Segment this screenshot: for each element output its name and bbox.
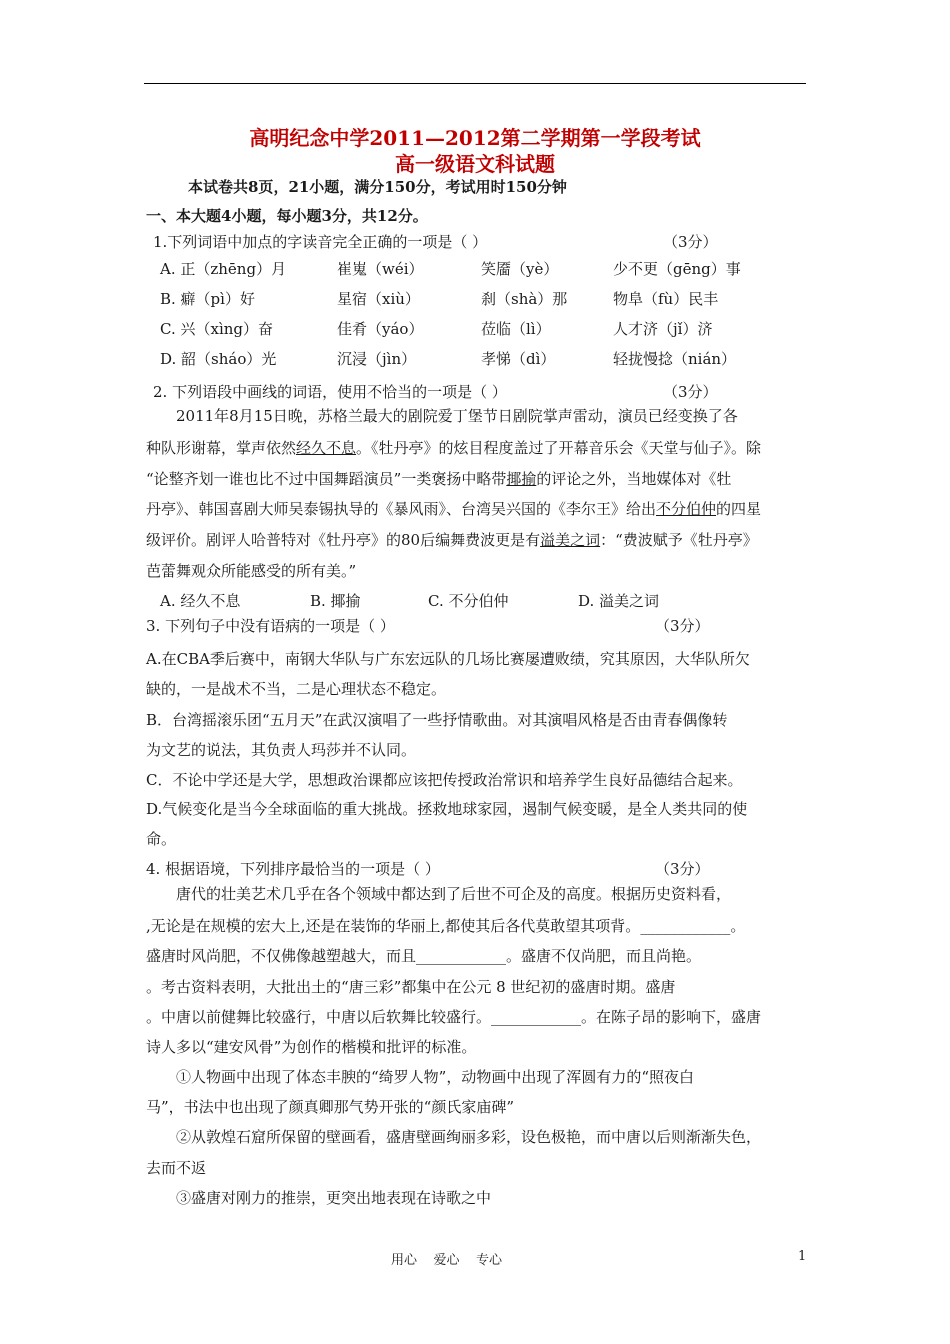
q3-stem: 3. 下列句子中没有语病的一项是（ ） bbox=[146, 617, 395, 635]
q2-passage-line: 2011年8月15日晚，苏格兰最大的剧院爱丁堡节日剧院掌声雷动，演员已经变换了各 bbox=[176, 407, 738, 425]
q2-stem: 2. 下列语段中画线的词语，使用不恰当的一项是（ ） bbox=[153, 383, 507, 401]
q1-opt-c3: 莅临（lì） bbox=[481, 320, 551, 338]
q4-item-line: ②从敦煌石窟所保留的壁画看，盛唐壁画绚丽多彩，设色极艳，而中唐以后则渐渐失色， bbox=[176, 1128, 762, 1146]
q1-opt-b2: 星宿（xiù） bbox=[337, 290, 420, 308]
q1-opt-b4: 物阜（fù）民丰 bbox=[613, 290, 719, 308]
q4-passage-line: 诗人多以“建安风骨”为创作的楷模和批评的标准。 bbox=[146, 1038, 477, 1056]
q1-opt-a4: 少不更（gēng）事 bbox=[613, 260, 741, 278]
q4-passage-line: ,无论是在规模的宏大上,还是在装饰的华丽上,都使其后各代莫敢望其项背。____________。 bbox=[146, 917, 746, 935]
q2-opt-a: A. 经久不息 bbox=[160, 592, 241, 610]
blank: ____________ bbox=[416, 947, 507, 965]
q4-item-line: ①人物画中出现了体态丰腴的“绮罗人物”，动物画中出现了浑圆有力的“照夜白 bbox=[176, 1068, 695, 1086]
blank: ____________ bbox=[640, 917, 731, 935]
q1-opt-a3: 笑靥（yè） bbox=[481, 260, 559, 278]
q4-passage-line: 。考古资料表明，大批出土的“唐三彩”都集中在公元 8 世纪初的盛唐时期。盛唐 bbox=[146, 978, 676, 996]
exam-title: 高明纪念中学2011—2012第二学期第一学段考试 bbox=[249, 126, 701, 150]
q4-score: （3分） bbox=[655, 860, 710, 878]
page-number: 1 bbox=[798, 1249, 807, 1264]
q1-opt-a2: 崔嵬（wéi） bbox=[337, 260, 424, 278]
q4-item-line: ③盛唐对刚力的推崇，更突出地表现在诗歌之中 bbox=[176, 1189, 492, 1207]
q2-opt-d: D. 溢美之词 bbox=[578, 592, 660, 610]
q3-option-line: 命。 bbox=[146, 830, 177, 848]
q1-stem: 1.下列词语中加点的字读音完全正确的一项是（ ） bbox=[153, 233, 488, 251]
q3-score: （3分） bbox=[655, 617, 710, 635]
q2-opt-b: B. 揶揄 bbox=[310, 592, 361, 610]
q2-opt-c: C. 不分伯仲 bbox=[428, 592, 509, 610]
q3-option-line: C．不论中学还是大学，思想政治课都应该把传授政治常识和培养学生良好品德结合起来。 bbox=[146, 771, 743, 789]
footer-motto: 用心 爱心 专心 bbox=[391, 1253, 503, 1268]
blank: ____________ bbox=[491, 1008, 582, 1026]
underlined-term: 经久不息 bbox=[296, 439, 357, 457]
q4-passage-line: 盛唐时风尚肥，不仅佛像越塑越大，而且____________。盛唐不仅尚肥，而且尚艳。 bbox=[146, 947, 702, 965]
q4-item-line: 马”，书法中也出现了颜真卿那气势开张的“颜氏家庙碑” bbox=[146, 1098, 515, 1116]
q1-score: （3分） bbox=[663, 233, 718, 251]
underlined-term: 揶揄 bbox=[506, 470, 537, 488]
q1-opt-c4: 人才济（jǐ）济 bbox=[613, 320, 713, 338]
section-heading: 一、本大题4小题，每小题3分，共12分。 bbox=[146, 207, 428, 225]
q2-passage-line: 芭蕾舞观众所能感受的所有美。” bbox=[146, 562, 357, 580]
q4-item-line: 去而不返 bbox=[146, 1159, 207, 1177]
q1-opt-c2: 佳肴（yáo） bbox=[337, 320, 424, 338]
header-rule bbox=[144, 83, 806, 84]
underlined-term: 溢美之词 bbox=[540, 531, 601, 549]
q2-passage-line: 种队形谢幕，掌声依然经久不息。《牡丹亭》的炫目程度盖过了开幕音乐会《天堂与仙子》。除 bbox=[146, 439, 762, 457]
q2-passage-line: 级评价。剧评人哈普特对《牡丹亭》的80后编舞费波更是有溢美之词：“费波赋予《牡丹亭》 bbox=[146, 531, 758, 549]
q2-passage-line: 丹亭》、韩国喜剧大师吴泰锡执导的《暴风雨》、台湾吴兴国的《李尔王》给出不分伯仲的四星 bbox=[146, 500, 762, 518]
q3-option-line: B．台湾摇滚乐团“五月天”在武汉演唱了一些抒情歌曲。对其演唱风格是否由青春偶像转 bbox=[146, 711, 728, 729]
q1-opt-c1: C. 兴（xìng）奋 bbox=[160, 320, 273, 338]
q4-stem: 4. 根据语境，下列排序最恰当的一项是（ ） bbox=[146, 860, 440, 878]
exam-info: 本试卷共8页，21小题，满分150分，考试用时150分钟 bbox=[188, 178, 567, 196]
q1-opt-b1: B. 癖（pì）好 bbox=[160, 290, 255, 308]
q2-passage-line: “论整齐划一谁也比不过中国舞蹈演员”一类褒扬中略带揶揄的评论之外，当地媒体对《牡 bbox=[146, 470, 732, 488]
q3-option-line: D.气候变化是当今全球面临的重大挑战。拯救地球家园，遏制气候变暖，是全人类共同的使 bbox=[146, 800, 748, 818]
q3-option-line: A.在CBA季后赛中，南钢大华队与广东宏远队的几场比赛屡遭败绩，究其原因，大华队所欠 bbox=[146, 650, 750, 668]
q4-passage-line: 。中唐以前健舞比较盛行，中唐以后软舞比较盛行。____________。在陈子昂的影响下，盛唐 bbox=[146, 1008, 762, 1026]
q1-opt-a1: A. 正（zhēng）月 bbox=[160, 260, 287, 278]
q1-opt-d4: 轻拢慢捻（nián） bbox=[613, 350, 737, 368]
q1-opt-d2: 沉浸（jìn） bbox=[337, 350, 417, 368]
underlined-term: 不分伯仲 bbox=[656, 500, 717, 518]
q3-option-line: 为文艺的说法，其负责人玛莎并不认同。 bbox=[146, 741, 417, 759]
exam-subtitle: 高一级语文科试题 bbox=[395, 152, 555, 176]
q3-option-line: 缺的，一是战术不当，二是心理状态不稳定。 bbox=[146, 680, 447, 698]
q4-passage-line: 唐代的壮美艺术几乎在各个领域中都达到了后世不可企及的高度。根据历史资料看， bbox=[176, 885, 732, 903]
q1-opt-d3: 孝悌（dì） bbox=[481, 350, 556, 368]
q1-opt-d1: D. 韶（sháo）光 bbox=[160, 350, 277, 368]
q1-opt-b3: 刹（shà）那 bbox=[481, 290, 568, 308]
q2-score: （3分） bbox=[663, 383, 718, 401]
